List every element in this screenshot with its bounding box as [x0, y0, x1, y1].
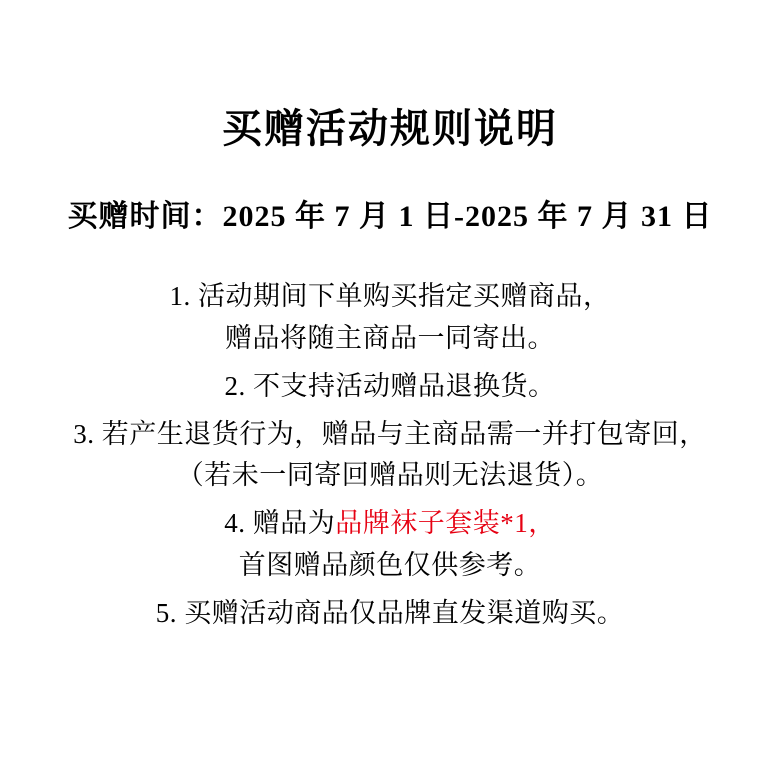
list-item	[40, 593, 740, 635]
rule-line-secondary: 赠品将随主商品一同寄出。	[225, 322, 555, 353]
rule-text-prefix: 4. 赠品为	[224, 508, 336, 539]
rule-line-secondary: （若未一同寄回赠品则无法退货）。	[176, 460, 604, 491]
list-item	[40, 276, 740, 360]
list-item	[40, 366, 740, 408]
rule-line-primary: 1. 活动期间下单购买指定买赠商品，	[169, 281, 611, 311]
rule-line-primary: 3. 若产生退货行为，赠品与主商品需一并打包寄回，	[73, 418, 707, 449]
rule-line-secondary: 首图赠品颜色仅供参考。	[238, 550, 542, 581]
rule-line-primary: 5. 买赠活动商品仅品牌直发渠道购买。	[155, 597, 625, 628]
list-item	[40, 503, 740, 587]
campaign-period: 买赠时间：2025 年 7 月 1 日-2025 年 7 月 31 日	[67, 200, 713, 233]
rule-line-primary: 2. 不支持活动赠品退换货。	[224, 370, 556, 401]
rule-line-primary	[40, 503, 740, 545]
page-title: 买赠活动规则说明	[222, 106, 558, 151]
gift-highlight-text: 品牌袜子套装*1，	[335, 508, 556, 539]
rules-list	[40, 276, 740, 641]
list-item	[40, 414, 740, 498]
